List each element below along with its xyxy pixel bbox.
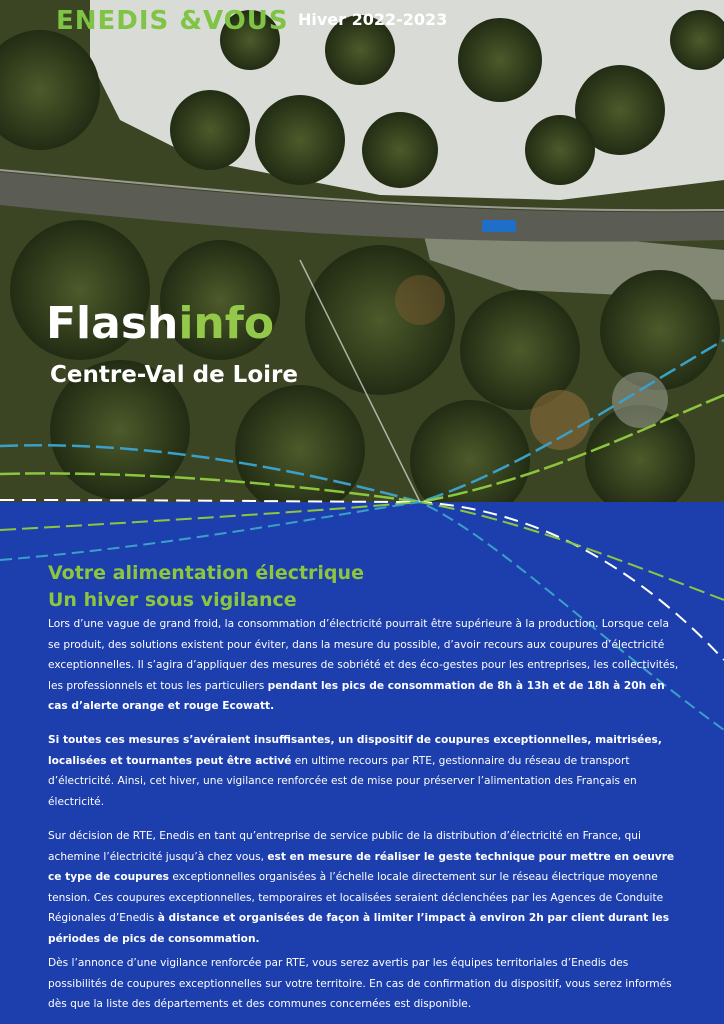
title-flash: Flash xyxy=(46,298,179,349)
p1-bold: pendant les pics de consommation de 8h à 13h et de 18h à 20h en cas d’alerte orange et rouge Ecowatt. xyxy=(48,679,665,712)
p2-text: en ultime recours par RTE, gestionnaire du réseau de transport d’électricité. Ainsi, cet hiver, une vigilance renforcée est de mise pour préserver l’alimentation des Français en électricité. xyxy=(48,754,637,808)
p3-bold-b: à distance et organisées de façon à limiter l’impact à environ 2h par client durant les périodes de pics de consommation. xyxy=(48,912,670,945)
paragraph-2 xyxy=(48,730,684,812)
p3-text-b: exceptionnelles organisées à l’échelle locale directement sur le réseau électrique moyenne tension. Ces coupures exceptionnelles, temporaires et localisées seraient déclenchées par les Agences de Conduite Régionales d’Enedis xyxy=(48,871,664,924)
season-label: Hiver 2022-2023 xyxy=(298,10,448,29)
paragraph-1 xyxy=(48,614,684,717)
blue-car-shape xyxy=(482,220,516,232)
p1-text: Lors d’une vague de grand froid, la consommation d’électricité pourrait être supérieure à la production. Lorsque cela se produit, des solutions existent pour éviter, dans la mesure du possible, d’avoir recours aux coupures d’électricité exceptionnelles. Il s’agira d’appliquer des mesures de sobriété et des éco-gestes pour les entreprises, les collectivités, les professionnels et tous les particuliers xyxy=(48,618,679,692)
article-heading-line2: Un hiver sous vigilance xyxy=(48,589,297,611)
p3-bold-a: est en mesure de réaliser le geste technique pour mettre en oeuvre ce type de coupures xyxy=(48,850,675,883)
forest-road-illustration xyxy=(0,0,724,502)
title-info: info xyxy=(178,298,275,349)
flash-info-title xyxy=(46,298,274,350)
p2-bold: Si toutes ces mesures s’avéraient insuffisantes, un dispositif de coupures exceptionnelles, maitrisées, localisées et tournantes peut être activé xyxy=(48,734,662,767)
article-heading-line1: Votre alimentation électrique xyxy=(48,562,364,584)
paragraph-3 xyxy=(48,826,684,949)
p3-text-a: Sur décision de RTE, Enedis en tant qu’entreprise de service public de la distribution d’électricité en France, qui achemine l’électricité jusqu’à chez vous, xyxy=(48,830,641,863)
enedis-vous-logo xyxy=(56,6,289,36)
aerial-forest-photo xyxy=(0,0,724,502)
brand-enedis: ENEDIS xyxy=(56,6,170,36)
paragraph-4: Dès l’annonce d’une vigilance renforcée par RTE, vous serez avertis par les équipes territoriales d’Enedis des possibilités de coupures exceptionnelles sur votre territoire. En cas de confirmation du dispositif, vous serez informés dès que la liste des départements et des communes concernées est disponible. xyxy=(48,957,672,1010)
region-title: Centre-Val de Loire xyxy=(50,362,298,388)
brand-vous: &VOUS xyxy=(179,6,289,36)
